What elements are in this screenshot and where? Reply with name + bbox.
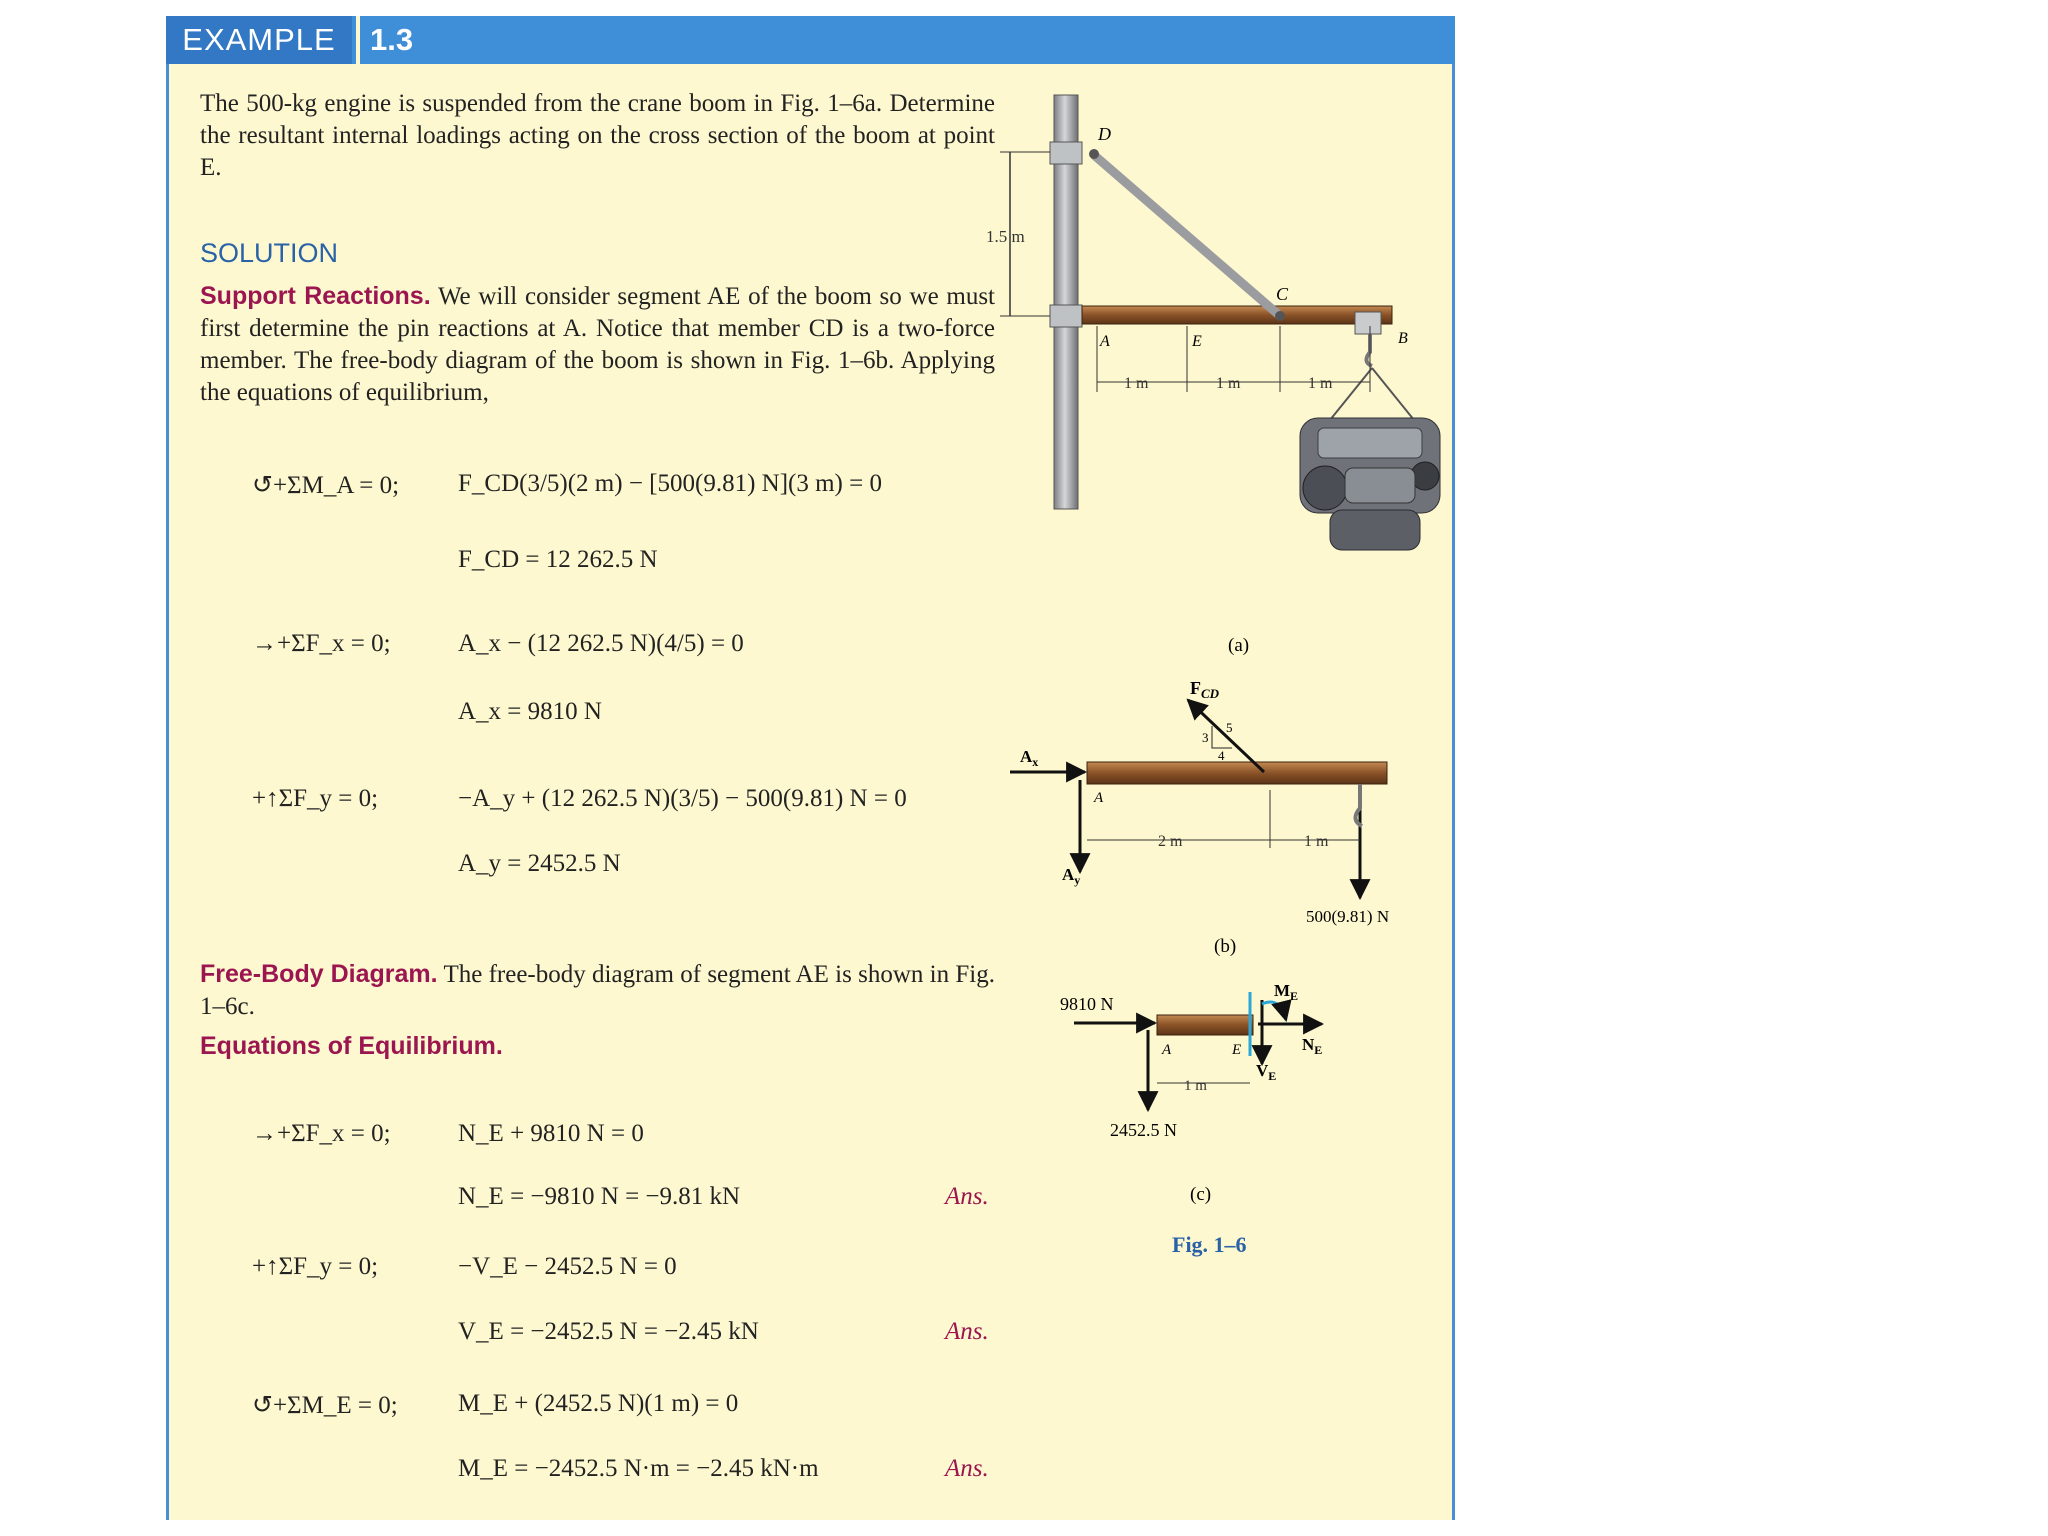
answer-mark: Ans. <box>945 1318 989 1345</box>
eq-label: →+ΣF_x = 0; <box>252 1120 391 1147</box>
label-ay-sub: y <box>1074 873 1081 887</box>
hook-a <box>1366 334 1372 366</box>
dim-1-5m: 1.5 m <box>986 227 1025 246</box>
support-text: We will consider segment AE of the boom so we must first determine the pin reactions at A. Notice that member CD is a two-force member. The free-body diagram of the boom is shown in Fig. 1–6b. Applying the equations of equilibrium, <box>200 283 995 406</box>
eq-text: −A_y + (12 262.5 N)(3/5) − 500(9.81) N = 0 <box>458 785 907 812</box>
label-ne-sub: E <box>1314 1043 1323 1057</box>
figure-c-fbd <box>1060 981 1322 1140</box>
pulley-b <box>1355 312 1381 334</box>
label-a-c: A <box>1162 1042 1172 1058</box>
boom <box>1082 306 1392 324</box>
label-fcd-main: F <box>1190 678 1201 698</box>
eq-label: ↺+ΣM_E = 0; <box>252 1392 398 1419</box>
label-load: 500(9.81) N <box>1306 907 1390 926</box>
slope-4: 4 <box>1218 748 1225 763</box>
label-b: B <box>1398 330 1408 347</box>
eq-text: F_CD(3/5)(2 m) − [500(9.81) N](3 m) = 0 <box>458 470 882 497</box>
figure-a-crane <box>986 95 1440 550</box>
eq-label: ↺+ΣM_A = 0; <box>252 472 400 499</box>
label-e-c: E <box>1232 1042 1242 1058</box>
chain-left <box>1330 368 1372 420</box>
label-ve-sub: E <box>1268 1069 1277 1083</box>
caption-a: (a) <box>1228 635 1250 656</box>
collar-d <box>1050 142 1082 164</box>
label-ve <box>1256 1061 1276 1083</box>
figure-label: Fig. 1–6 <box>1172 1232 1247 1257</box>
label-ay-main: A <box>1062 865 1075 884</box>
solution-heading: SOLUTION <box>200 238 339 268</box>
label-ne <box>1302 1035 1322 1057</box>
eq-text: M_E = −2452.5 N·m = −2.45 kN·m <box>458 1455 819 1482</box>
label-ax-sub: x <box>1032 755 1039 769</box>
label-e: E <box>1192 333 1202 350</box>
caption-b: (b) <box>1214 936 1237 957</box>
eq-text: M_E + (2452.5 N)(1 m) = 0 <box>458 1390 739 1417</box>
fbd-text: The free-body diagram of segment AE is shown in Fig. 1–6c. <box>200 961 995 1020</box>
pin-c <box>1275 311 1285 321</box>
example-label: EXAMPLE <box>166 16 352 64</box>
eq-label: +↑ΣF_y = 0; <box>252 1253 379 1280</box>
slope-3: 3 <box>1202 730 1209 745</box>
eq-label: +↑ΣF_y = 0; <box>252 785 379 812</box>
dim-1m-c: 1 m <box>1184 1078 1207 1094</box>
example-number: 1.3 <box>356 16 413 64</box>
equilibrium-heading: Equations of Equilibrium. <box>200 1032 503 1060</box>
dim-1m-b: 1 m <box>1304 833 1329 850</box>
problem-statement: The 500-kg engine is suspended from the crane boom in Fig. 1–6a. Determine the resultant internal loadings acting on the cross section of the boom at point E. <box>200 90 995 181</box>
label-a: A <box>1100 333 1110 350</box>
label-me-main: M <box>1274 981 1291 1000</box>
label-me-sub: E <box>1290 989 1299 1003</box>
label-ax <box>1020 747 1038 769</box>
label-me <box>1274 981 1298 1003</box>
caption-c: (c) <box>1190 1184 1212 1205</box>
eq-text: V_E = −2452.5 N = −2.45 kN <box>458 1318 759 1345</box>
label-ne-main: N <box>1302 1035 1315 1054</box>
dim-2m: 2 m <box>1158 833 1183 850</box>
arrow-me <box>1262 1002 1286 1020</box>
pin-d <box>1089 149 1099 159</box>
dim-1m: 1 m <box>1216 375 1241 392</box>
label-c: C <box>1276 284 1289 304</box>
eq-text: A_y = 2452.5 N <box>458 850 621 877</box>
answer-mark: Ans. <box>945 1183 989 1210</box>
collar-a <box>1050 305 1082 327</box>
boom-b <box>1087 762 1387 784</box>
label-ve-main: V <box>1256 1061 1269 1080</box>
eq-text: N_E = −9810 N = −9.81 kN <box>458 1183 741 1210</box>
chain-right <box>1372 368 1414 420</box>
figure-b-fbd <box>1010 678 1389 926</box>
dim-1m: 1 m <box>1124 375 1149 392</box>
eq-text: N_E + 9810 N = 0 <box>458 1120 644 1147</box>
segment-ae <box>1157 1015 1253 1035</box>
arrow-fcd <box>1188 700 1264 772</box>
eq-label: →+ΣF_x = 0; <box>252 630 391 657</box>
label-2452: 2452.5 N <box>1110 1120 1177 1140</box>
support-heading: Support Reactions. <box>200 282 431 310</box>
fbd-heading: Free-Body Diagram. <box>200 960 438 988</box>
eq-text: A_x − (12 262.5 N)(4/5) = 0 <box>458 630 744 657</box>
label-fcd <box>1190 678 1220 701</box>
engine-image <box>1300 418 1440 550</box>
label-a-b: A <box>1094 790 1104 806</box>
eq-text: F_CD = 12 262.5 N <box>458 546 658 573</box>
label-d: D <box>1098 124 1111 144</box>
member-cd <box>1094 155 1280 316</box>
dim-1m: 1 m <box>1308 375 1333 392</box>
eq-text: A_x = 9810 N <box>458 698 602 725</box>
slope-5: 5 <box>1226 720 1233 735</box>
eq-text: −V_E − 2452.5 N = 0 <box>458 1253 677 1280</box>
label-fcd-sub: CD <box>1201 686 1220 701</box>
label-ax-main: A <box>1020 747 1033 766</box>
label-ay <box>1062 865 1080 887</box>
label-9810: 9810 N <box>1060 994 1114 1014</box>
answer-mark: Ans. <box>945 1455 989 1482</box>
